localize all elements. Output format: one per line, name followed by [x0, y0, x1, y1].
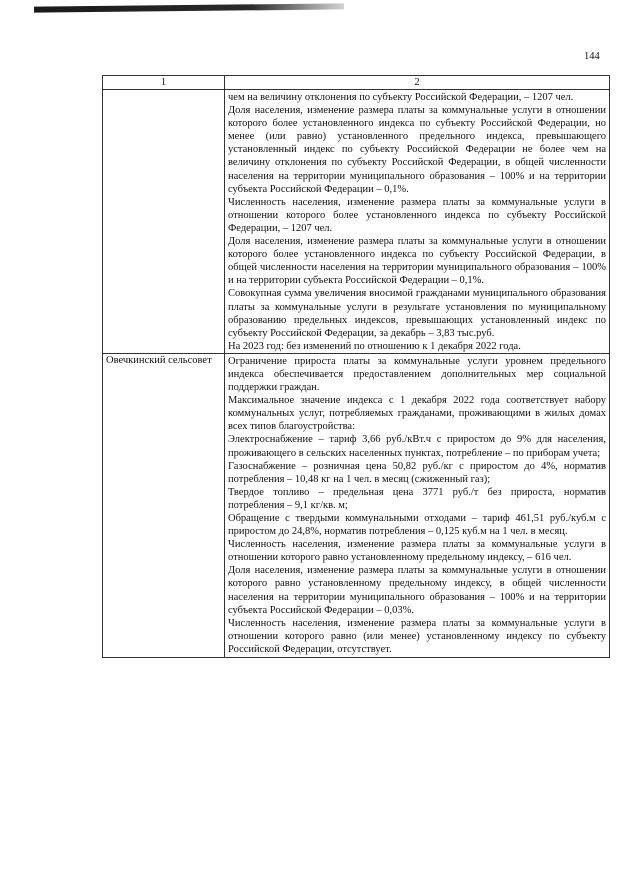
paragraph: чем на величину отклонения по субъекту Российской Федерации, – 1207 чел.: [228, 92, 574, 103]
paragraph: На 2023 год: без изменений по отношению к 1 декабря 2022 года.: [228, 340, 521, 352]
paragraph: Совокупная сумма увеличения вносимой гражданами муниципального образования платы за коммунальные услуги в результате установления по муниципальному образованию предельных индексов, превышающих установленный индекс по субъекту Российской Федерации, за декабрь – 3,83 тыс.руб.: [228, 288, 606, 339]
column-header-1: 1: [103, 76, 225, 90]
paragraph: Численность населения, изменение размера платы за коммунальные услуги в отношении которого более установленного индекса по субъекту Российской Федерации, – 1207 чел.: [228, 196, 606, 234]
data-table: [102, 75, 610, 658]
table-row: [103, 353, 610, 657]
description-cell: [225, 90, 610, 354]
paragraph: Электроснабжение – тариф 3,66 руб./кВт.ч с приростом до 9% для населения, проживающего в сельских населенных пунктах, потребление – по приборам учета;: [228, 434, 606, 459]
paragraph: Ограничение прироста платы за коммунальные услуги уровнем предельного индекса обеспечивается предоставлением дополнительных мер социальной поддержки граждан.: [228, 355, 606, 394]
table-row: [103, 90, 610, 354]
paragraph: Максимальное значение индекса с 1 декабря 2022 года соответствует набору коммунальных услуг, потребляемых гражданами, проживающими в жилых домах всех типов благоустройства:: [228, 395, 606, 433]
paragraph: Численность населения, изменение размера платы за коммунальные услуги в отношении которого равно (или менее) установленному индексу по субъекту Российской Федерации, отсутствует.: [228, 617, 606, 655]
paragraph: Доля населения, изменение размера платы за коммунальные услуги в отношении которого более установленного индекса по субъекту Российской Федерации, но менее (или равно) установленного предельного индекса, превышающего установленный индекс по субъекту Российской Федерации не более чем на величину отклонения по субъекту Российской Федерации, в общей численности населения на территории муниципального образования – 100% и на территории субъекта Российской Федерации – 0,1%.: [228, 105, 606, 195]
paragraph: Обращение с твердыми коммунальными отходами – тариф 461,51 руб./куб.м с приростом до 24,8%, норматив потребления – 0,125 куб.м на 1 чел. в месяц.: [228, 513, 606, 538]
area-cell: [103, 90, 225, 354]
description-cell: [225, 353, 610, 657]
page-number: 144: [584, 51, 600, 62]
column-header-2: 2: [225, 76, 610, 90]
paragraph: Твердое топливо – предельная цена 3771 руб./т без прироста, норматив потребления – 9,1 кг/кв. м;: [228, 486, 606, 511]
paragraph: Численность населения, изменение размера платы за коммунальные услуги в отношении которого равно установленному предельному индексу, – 616 чел.: [228, 539, 606, 564]
table-header-row: [103, 76, 610, 90]
paragraph: Доля населения, изменение размера платы за коммунальные услуги в отношении которого равно установленному предельному индексу, в общей численности населения на территории муниципального образования – 100% и на территории субъекта Российской Федерации – 0,03%.: [228, 565, 606, 616]
paragraph: Доля населения, изменение размера платы за коммунальные услуги в отношении которого более установленного индекса по субъекту Российской Федерации, в общей численности населения на территории муниципального образования – 100% и на территории субъекта Российской Федерации – 0,1%.: [228, 236, 606, 287]
scan-artifact-bar: [34, 3, 344, 12]
paragraph: Газоснабжение – розничная цена 50,82 руб./кг с приростом до 4%, норматив потребления – 10,48 кг на 1 чел. в месяц (сжиженный газ);: [228, 460, 606, 485]
area-cell: Овечкинский сельсовет: [103, 353, 225, 657]
